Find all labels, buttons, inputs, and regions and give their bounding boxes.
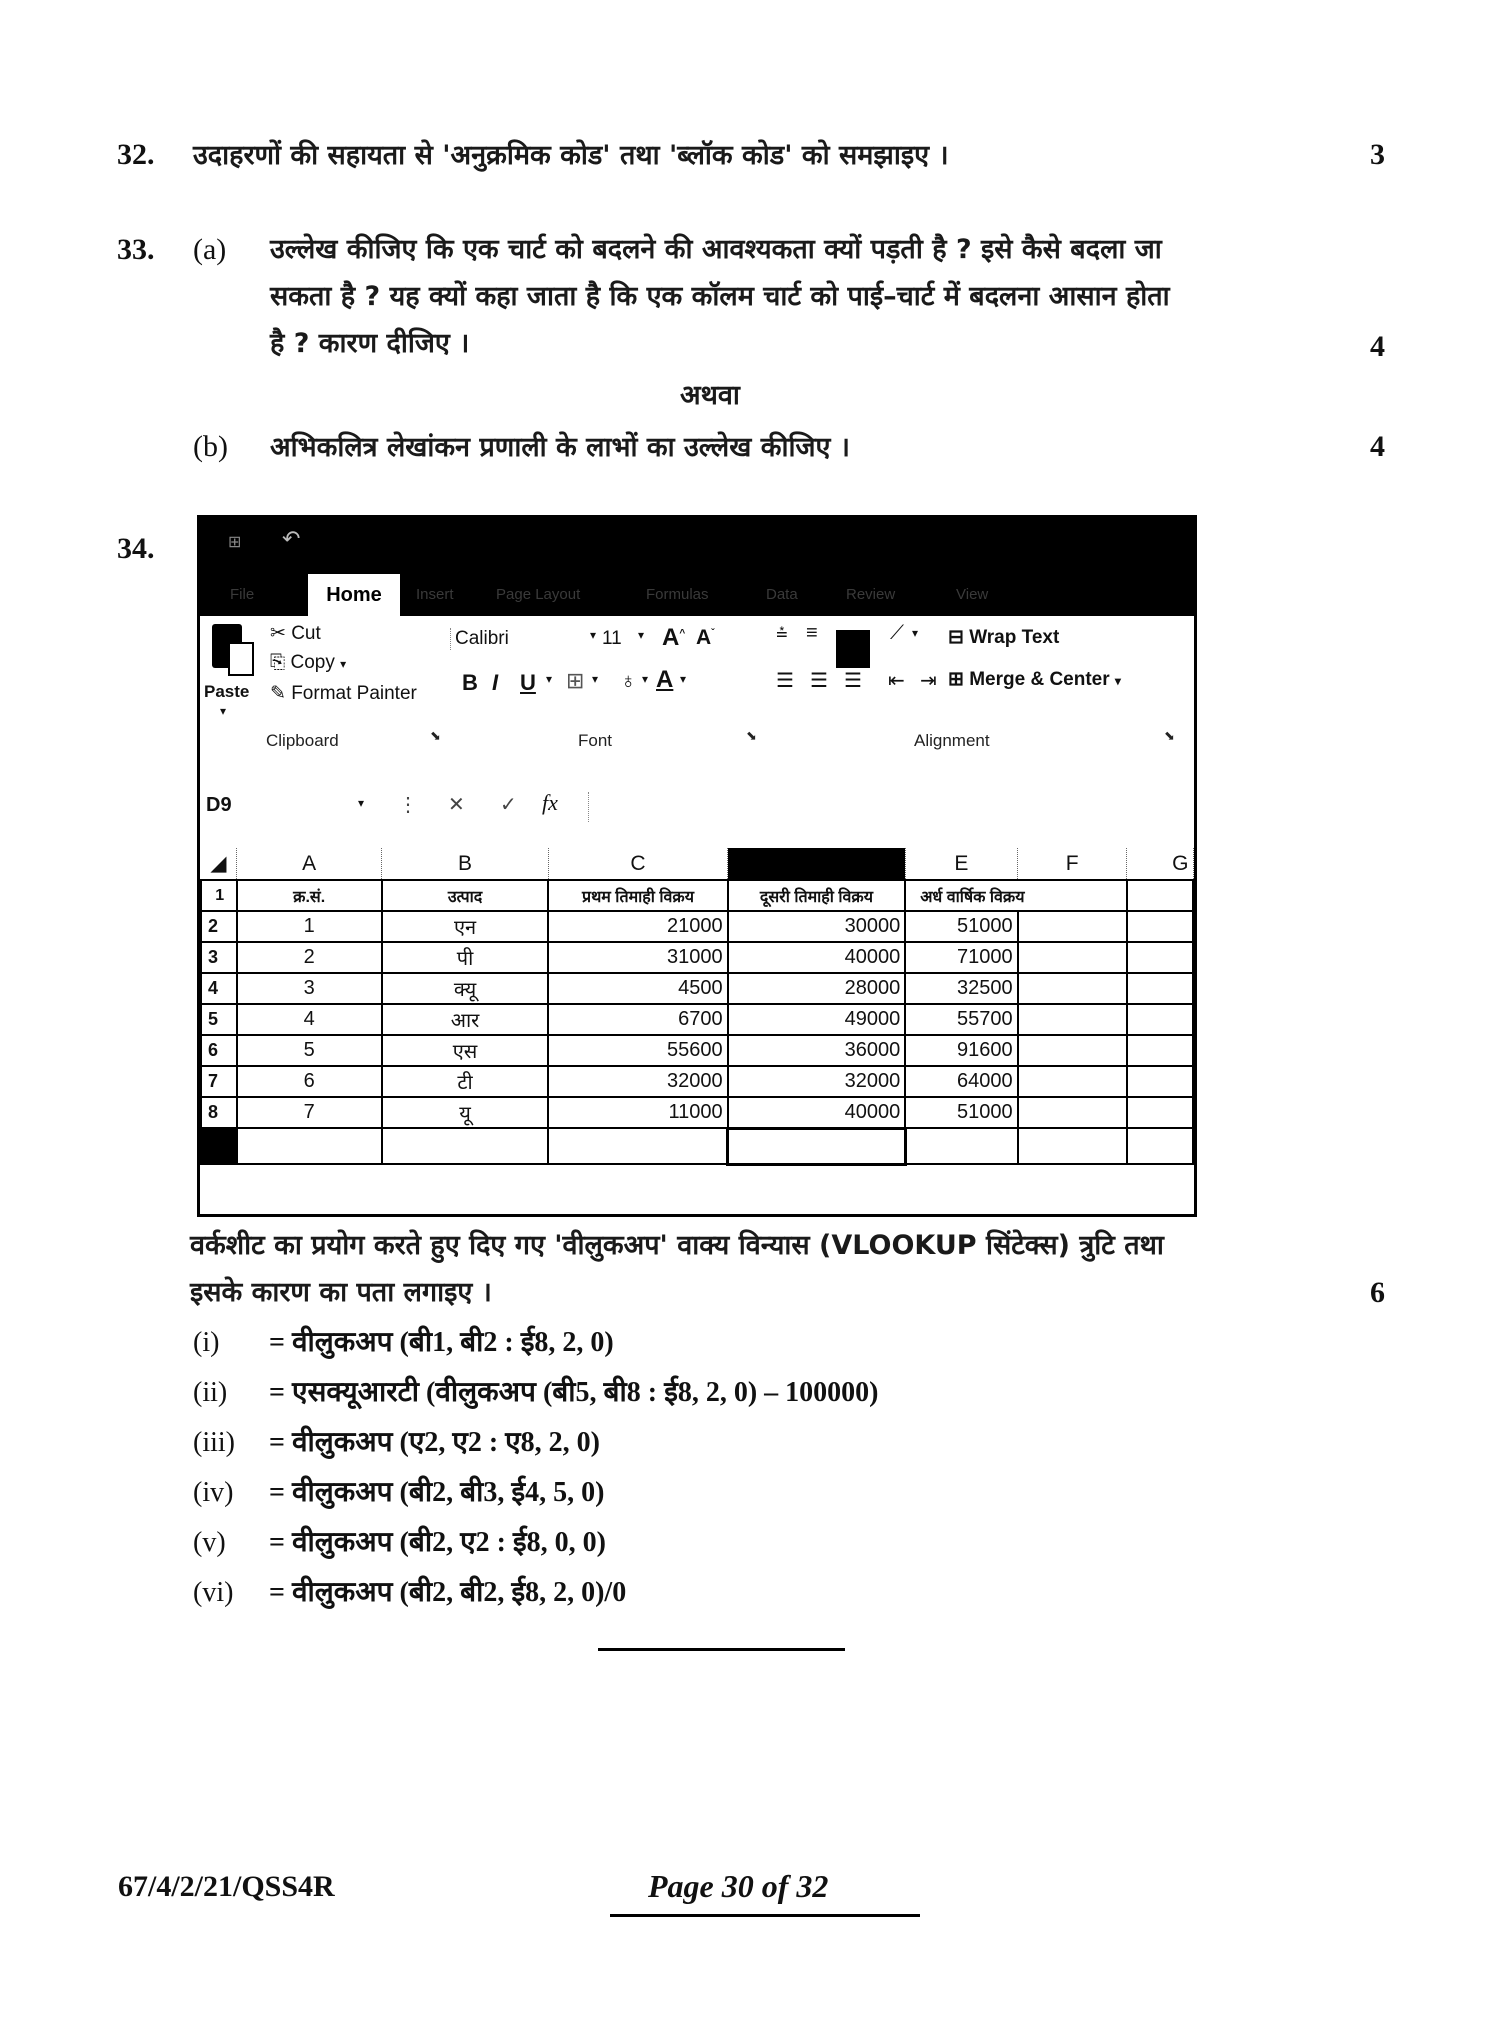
tab-view[interactable]: View bbox=[956, 586, 989, 603]
column-header-f[interactable]: F bbox=[1018, 848, 1127, 880]
font-group-label: Font bbox=[578, 731, 613, 750]
question-32-number: 32. bbox=[117, 138, 155, 171]
cell-g[interactable] bbox=[1127, 1004, 1193, 1035]
question-32-text: उदाहरणों की सहायता से 'अनुक्रमिक कोड' तथा 'ब्लॉक कोड' को समझाइए । bbox=[193, 140, 949, 171]
question-33-part-b-text: अभिकलित्र लेखांकन प्रणाली के लाभों का उल्लेख कीजिए । bbox=[270, 432, 851, 463]
column-header-g[interactable]: G bbox=[1127, 848, 1193, 880]
ribbon-tab-bar bbox=[200, 574, 1194, 616]
row-header[interactable]: 4 bbox=[201, 973, 237, 1004]
formula-input[interactable] bbox=[588, 792, 1189, 822]
cell-q2[interactable]: 28000 bbox=[728, 973, 906, 1004]
option-formula: = एसक्यूआरटी (वीलुकअप (बी5, बी8 : ई8, 2, 0) – 100000) bbox=[269, 1377, 879, 1408]
cell-f[interactable] bbox=[1018, 911, 1127, 942]
italic-button[interactable]: I bbox=[492, 670, 499, 695]
row-header[interactable]: 1 bbox=[201, 880, 237, 911]
option-item bbox=[193, 1518, 878, 1568]
font-size-dropdown-icon[interactable]: ▾ bbox=[638, 628, 645, 642]
table-row bbox=[201, 1004, 1193, 1035]
save-icon[interactable]: ⊞ bbox=[228, 534, 242, 551]
table-row bbox=[201, 1066, 1193, 1097]
option-formula: = वीलुकअप (बी2, बी3, ई4, 5, 0) bbox=[269, 1477, 605, 1508]
font-name-dropdown-icon[interactable]: ▾ bbox=[590, 628, 597, 642]
option-formula: = वीलुकअप (बी2, ए2 : ई8, 0, 0) bbox=[269, 1527, 607, 1558]
row-header[interactable]: 8 bbox=[201, 1097, 237, 1128]
cell-a9[interactable] bbox=[237, 1128, 382, 1164]
tab-page-layout[interactable]: Page Layout bbox=[496, 586, 581, 603]
cell-d9-active[interactable] bbox=[728, 1128, 906, 1164]
option-label: (iv) bbox=[193, 1477, 234, 1508]
cell-half[interactable]: 71000 bbox=[905, 942, 1017, 973]
font-name-select[interactable] bbox=[450, 628, 605, 650]
copy-button[interactable] bbox=[270, 652, 346, 674]
cell-product[interactable]: एन bbox=[382, 911, 548, 942]
clipboard-group-label: Clipboard bbox=[266, 731, 339, 750]
cut-label: Cut bbox=[291, 623, 321, 644]
cell-q1[interactable]: 32000 bbox=[548, 1066, 727, 1097]
copy-label: Copy bbox=[290, 652, 335, 673]
merge-icon: ⊞ bbox=[948, 669, 970, 690]
option-formula: = वीलुकअप (बी1, बी2 : ई8, 2, 0) bbox=[269, 1327, 614, 1358]
question-33-number: 33. bbox=[117, 233, 155, 266]
borders-icon[interactable]: ⊞ bbox=[566, 668, 585, 693]
page-number-underline bbox=[610, 1914, 920, 1917]
option-label: (vi) bbox=[193, 1577, 234, 1608]
shrink-font-icon: A bbox=[696, 626, 712, 649]
font-size-value: 11 bbox=[602, 628, 622, 649]
column-header-b[interactable]: B bbox=[382, 848, 548, 880]
option-item bbox=[193, 1318, 878, 1368]
paper-code: 67/4/2/21/QSS4R bbox=[118, 1870, 335, 1903]
cell-product[interactable]: टी bbox=[382, 1066, 548, 1097]
increase-indent-icon[interactable]: ⇥ bbox=[920, 670, 937, 692]
paste-button[interactable] bbox=[208, 620, 254, 686]
cell-sno[interactable]: 6 bbox=[237, 1066, 382, 1097]
select-all-corner[interactable]: ◢ bbox=[201, 848, 237, 880]
name-box[interactable]: D9 bbox=[206, 794, 232, 816]
cell-product[interactable]: यू bbox=[382, 1097, 548, 1128]
header-cell-sno[interactable]: क्र.सं. bbox=[237, 880, 382, 911]
tab-file[interactable]: File bbox=[230, 586, 255, 603]
cell-b9[interactable] bbox=[382, 1128, 548, 1164]
undo-icon[interactable]: ↶ bbox=[282, 526, 301, 551]
cell-f[interactable] bbox=[1018, 1066, 1127, 1097]
underline-button[interactable]: U bbox=[520, 670, 536, 695]
merge-center-label: Merge & Center bbox=[969, 669, 1110, 690]
decrease-indent-icon[interactable]: ⇤ bbox=[888, 670, 905, 692]
align-right-icon[interactable]: ☰ bbox=[844, 670, 862, 692]
row-header-9-selected[interactable] bbox=[201, 1128, 237, 1164]
instruction-line-2: इसके कारण का पता लगाइए । bbox=[190, 1277, 492, 1308]
alignment-launcher-icon[interactable]: ⬊ bbox=[1164, 728, 1175, 743]
cell-product[interactable]: आर bbox=[382, 1004, 548, 1035]
merge-dropdown-icon: ▾ bbox=[1114, 674, 1121, 688]
option-item bbox=[193, 1468, 878, 1518]
cell-sno[interactable]: 3 bbox=[237, 973, 382, 1004]
font-launcher-icon[interactable]: ⬊ bbox=[746, 728, 757, 743]
table-row bbox=[201, 911, 1193, 942]
more-icon: ⋮ bbox=[398, 794, 418, 816]
cell-q1[interactable]: 55600 bbox=[548, 1035, 727, 1066]
wrap-text-button[interactable] bbox=[948, 626, 1059, 649]
tab-insert[interactable]: Insert bbox=[416, 586, 454, 603]
question-33-part-a-text bbox=[270, 226, 1330, 367]
name-box-dropdown-icon[interactable]: ▾ bbox=[358, 796, 365, 810]
column-header-row bbox=[201, 848, 1193, 880]
cell-product[interactable]: क्यू bbox=[382, 973, 548, 1004]
cell-f[interactable] bbox=[1018, 942, 1127, 973]
cell-q1[interactable]: 11000 bbox=[548, 1097, 727, 1128]
option-label: (iii) bbox=[193, 1427, 235, 1458]
cell-half[interactable]: 91600 bbox=[905, 1035, 1017, 1066]
cell-half[interactable]: 55700 bbox=[905, 1004, 1017, 1035]
row-header[interactable]: 6 bbox=[201, 1035, 237, 1066]
wrap-text-icon: ⊟ bbox=[948, 627, 970, 648]
cell-sno[interactable]: 2 bbox=[237, 942, 382, 973]
option-label: (v) bbox=[193, 1527, 226, 1558]
cell-e9[interactable] bbox=[905, 1128, 1017, 1164]
instruction-line-1: वर्कशीट का प्रयोग करते हुए दिए गए 'वीलुकअप' वाक्य विन्यास (VLOOKUP सिंटेक्स) त्रुटि तथा bbox=[190, 1230, 1164, 1261]
orientation-icon[interactable]: ⟋ bbox=[890, 622, 904, 644]
cell-half[interactable]: 32500 bbox=[905, 973, 1017, 1004]
cell-half[interactable]: 51000 bbox=[905, 911, 1017, 942]
cell-q1[interactable]: 4500 bbox=[548, 973, 727, 1004]
orientation-dropdown-icon[interactable]: ▾ bbox=[912, 626, 919, 640]
paste-label[interactable]: Paste bbox=[204, 682, 250, 701]
copy-dropdown-icon: ▾ bbox=[340, 657, 347, 671]
cell-q2[interactable]: 40000 bbox=[728, 942, 906, 973]
table-row bbox=[201, 942, 1193, 973]
table-row bbox=[201, 1097, 1193, 1128]
question-33-part-b-label: (b) bbox=[193, 430, 228, 463]
column-header-a[interactable]: A bbox=[237, 848, 382, 880]
font-name-value: Calibri bbox=[455, 628, 509, 649]
underline-dropdown-icon[interactable]: ▾ bbox=[546, 672, 553, 686]
table-row-9 bbox=[201, 1128, 1193, 1164]
insert-function-icon[interactable]: fx bbox=[542, 790, 558, 815]
column-header-d[interactable]: D bbox=[728, 848, 906, 880]
option-formula: = वीलुकअप (ए2, ए2 : ए8, 2, 0) bbox=[269, 1427, 600, 1458]
cell-product[interactable]: एस bbox=[382, 1035, 548, 1066]
paste-dropdown-icon[interactable]: ▾ bbox=[220, 704, 227, 718]
cell-q1[interactable]: 21000 bbox=[548, 911, 727, 942]
question-33-line-3: है ? कारण दीजिए । bbox=[270, 328, 470, 359]
row-header[interactable]: 2 bbox=[201, 911, 237, 942]
question-33-line-1: उल्लेख कीजिए कि एक चार्ट को बदलने की आवश्यकता क्यों पड़ती है ? इसे कैसे बदला जा bbox=[270, 234, 1162, 265]
align-center-icon[interactable]: ☰ bbox=[810, 670, 828, 692]
cell-q2[interactable]: 49000 bbox=[728, 1004, 906, 1035]
header-cell-half-yearly[interactable]: अर्ध वार्षिक विक्रय bbox=[905, 880, 1127, 911]
tab-home[interactable]: Home bbox=[308, 574, 400, 616]
cell-g[interactable] bbox=[1127, 1097, 1193, 1128]
tab-formulas[interactable]: Formulas bbox=[646, 586, 709, 603]
row-header[interactable]: 3 bbox=[201, 942, 237, 973]
worksheet-grid bbox=[200, 848, 1194, 1166]
clipboard-launcher-icon[interactable]: ⬊ bbox=[430, 728, 441, 743]
question-33-part-a-marks: 4 bbox=[1370, 330, 1385, 363]
font-color-dropdown-icon[interactable]: ▾ bbox=[680, 672, 687, 686]
cell-f[interactable] bbox=[1018, 1004, 1127, 1035]
cell-f9[interactable] bbox=[1018, 1128, 1127, 1164]
bold-button[interactable]: B bbox=[462, 670, 478, 695]
formula-bar bbox=[200, 788, 1194, 828]
borders-dropdown-icon[interactable]: ▾ bbox=[592, 672, 599, 686]
cell-g[interactable] bbox=[1127, 911, 1193, 942]
grow-font-button[interactable]: A^ bbox=[662, 624, 686, 651]
question-33-part-b-marks: 4 bbox=[1370, 430, 1385, 463]
cell-g[interactable] bbox=[1127, 942, 1193, 973]
copy-icon: ⎘ bbox=[270, 652, 291, 673]
cell-c9[interactable] bbox=[548, 1128, 727, 1164]
cell-half[interactable]: 64000 bbox=[905, 1066, 1017, 1097]
table-row bbox=[201, 1035, 1193, 1066]
vlookup-options-list bbox=[193, 1318, 878, 1618]
cut-button[interactable] bbox=[270, 622, 321, 645]
cell-f[interactable] bbox=[1018, 973, 1127, 1004]
option-item bbox=[193, 1368, 878, 1418]
question-34-instruction bbox=[190, 1222, 1340, 1316]
question-34-marks: 6 bbox=[1370, 1276, 1385, 1309]
question-34-number: 34. bbox=[117, 532, 155, 565]
cell-q2[interactable]: 36000 bbox=[728, 1035, 906, 1066]
tab-review[interactable]: Review bbox=[846, 586, 896, 603]
option-formula: = वीलुकअप (बी2, बी2, ई8, 2, 0)/0 bbox=[269, 1577, 627, 1608]
cell-half[interactable]: 51000 bbox=[905, 1097, 1017, 1128]
cell-sno[interactable]: 1 bbox=[237, 911, 382, 942]
question-32-marks: 3 bbox=[1370, 138, 1385, 171]
merge-center-button[interactable] bbox=[948, 668, 1121, 691]
cell-g9[interactable] bbox=[1127, 1128, 1193, 1164]
top-align-icon[interactable]: ⩮ bbox=[776, 622, 788, 644]
cell-g[interactable] bbox=[1127, 1035, 1193, 1066]
cell-f[interactable] bbox=[1018, 1035, 1127, 1066]
end-divider bbox=[598, 1648, 845, 1651]
font-color-icon[interactable]: A bbox=[656, 666, 674, 693]
table-header-row bbox=[201, 880, 1193, 911]
tab-data[interactable]: Data bbox=[766, 586, 798, 603]
column-header-e[interactable]: E bbox=[905, 848, 1017, 880]
option-item bbox=[193, 1418, 878, 1468]
scissors-icon: ✂ bbox=[270, 623, 292, 644]
header-cell-q1[interactable]: प्रथम तिमाही विक्रय bbox=[548, 880, 727, 911]
cell-q1[interactable]: 6700 bbox=[548, 1004, 727, 1035]
cell-g[interactable] bbox=[1127, 973, 1193, 1004]
grow-font-icon: A bbox=[662, 624, 680, 651]
excel-screenshot bbox=[197, 515, 1197, 1217]
cell-q1[interactable]: 31000 bbox=[548, 942, 727, 973]
header-cell-q2[interactable]: दूसरी तिमाही विक्रय bbox=[728, 880, 906, 911]
cell-sno[interactable]: 5 bbox=[237, 1035, 382, 1066]
shrink-font-button[interactable]: $A^ˇ$ bbox=[696, 626, 715, 649]
paintbrush-icon: ✎ bbox=[270, 683, 292, 704]
fill-color-dropdown-icon[interactable]: ▾ bbox=[642, 672, 649, 686]
format-painter-label: Format Painter bbox=[291, 683, 417, 704]
wrap-text-label: Wrap Text bbox=[969, 627, 1060, 648]
cell-sno[interactable]: 7 bbox=[237, 1097, 382, 1128]
row-header[interactable]: 7 bbox=[201, 1066, 237, 1097]
font-size-select[interactable] bbox=[602, 628, 622, 650]
cell-product[interactable]: पी bbox=[382, 942, 548, 973]
cell-g[interactable] bbox=[1127, 1066, 1193, 1097]
cancel-icon[interactable]: ✕ bbox=[448, 794, 465, 816]
bottom-align-button-selected[interactable] bbox=[836, 630, 870, 668]
cell-g1[interactable] bbox=[1127, 880, 1193, 911]
cell-q2[interactable]: 32000 bbox=[728, 1066, 906, 1097]
format-painter-button[interactable] bbox=[270, 682, 417, 705]
middle-align-icon[interactable]: ≡ bbox=[806, 622, 818, 644]
table-row bbox=[201, 973, 1193, 1004]
page-icon bbox=[228, 642, 254, 676]
or-label: अथवा bbox=[680, 380, 740, 411]
header-cell-product[interactable]: उत्पाद bbox=[382, 880, 548, 911]
option-label: (ii) bbox=[193, 1377, 228, 1408]
page-number: Page 30 of 32 bbox=[648, 1868, 829, 1904]
fill-color-icon[interactable]: ♁ bbox=[620, 668, 637, 693]
ribbon-home bbox=[200, 616, 1194, 776]
column-header-c[interactable]: C bbox=[548, 848, 727, 880]
option-item bbox=[193, 1568, 878, 1618]
cell-sno[interactable]: 4 bbox=[237, 1004, 382, 1035]
enter-icon[interactable]: ✓ bbox=[500, 794, 517, 816]
row-header[interactable]: 5 bbox=[201, 1004, 237, 1035]
align-left-icon[interactable]: ☰ bbox=[776, 670, 794, 692]
cell-q2[interactable]: 30000 bbox=[728, 911, 906, 942]
cell-q2[interactable]: 40000 bbox=[728, 1097, 906, 1128]
question-33-line-2: सकता है ? यह क्यों कहा जाता है कि एक कॉलम चार्ट को पाई–चार्ट में बदलना आसान होता bbox=[270, 281, 1170, 312]
question-33-part-a-label: (a) bbox=[193, 233, 227, 266]
alignment-group-label: Alignment bbox=[914, 731, 990, 750]
cell-f[interactable] bbox=[1018, 1097, 1127, 1128]
option-label: (i) bbox=[193, 1327, 220, 1358]
title-bar bbox=[200, 518, 1194, 574]
